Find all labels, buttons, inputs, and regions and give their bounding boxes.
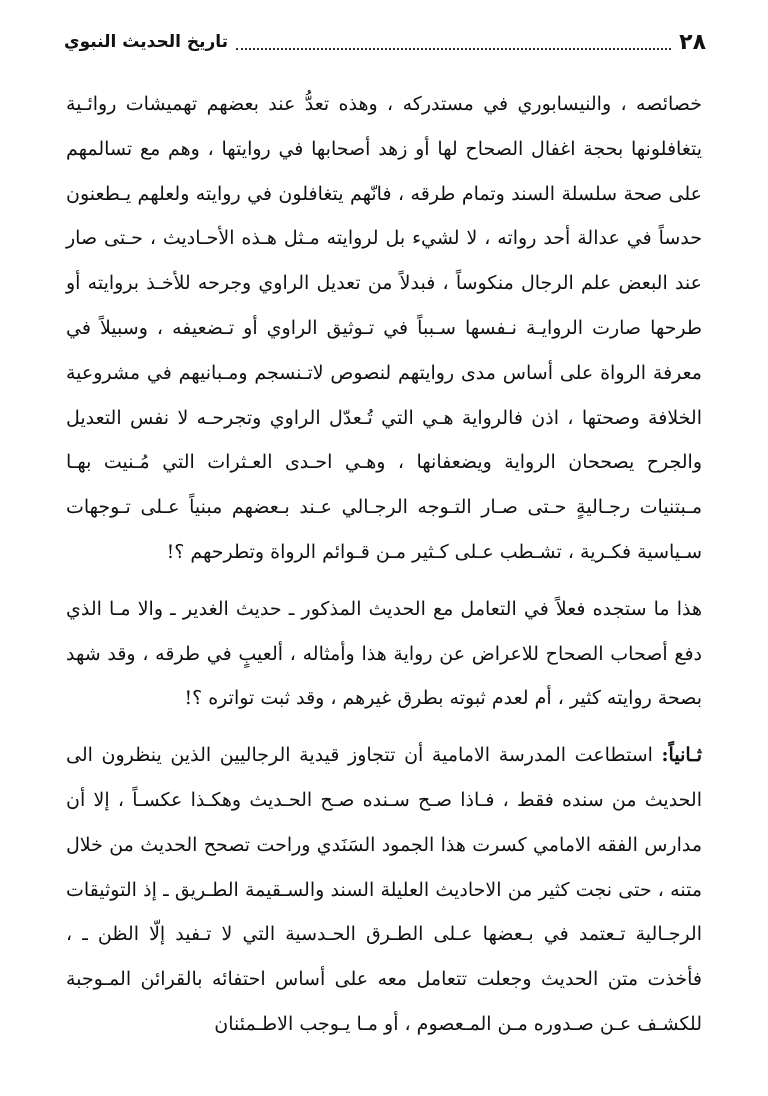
paragraph: هذا ما ستجده فعلاً في التعامل مع الحديث المذكور ـ حديث الغدير ـ والا مـا الذي دفع أصحاب الصحاح للاعراض عن رواية هذا وأمثاله ، ألعيبٍ في طرقه ، وقد شهد بصحة روايته كثير ، أم لعدم ثبوته بطرق غيرهم ، وقد ثبت تواتره ؟! — [66, 597, 702, 710]
page-number: ٢٨ — [679, 29, 706, 55]
body-text — [66, 82, 702, 1047]
paragraph — [66, 733, 702, 1047]
page-header — [64, 22, 706, 62]
paragraph: خصائصه ، والنيسابوري في مستدركه ، وهذه تعدُّ عند بعضهم تهميشات روائـية يتغافلونها بحجة اغفال الصحاح لها أو زهد أصحابها في روايتها ، وهم مع تسالمهم على صحة سلسلة السند وتمام طرقه ، فانّهم يتغافلون في روايته ولعلهم يـطعنون حدساً في عدالة أحد رواته ، لا لشيء بل لروايته مـثل هـذه الأحـاديث ، حـتى صار عند البعض علم الرجال منكوساً ، فبدلاً من تعديل الراوي وجرحه للأخـذ بروايته أو طرحها صارت الروايـة نـفسها سـبباً في تـوثيق الراوي أو تـضعيفه ، وسبيلاً في معرفة الرواة على أساس مدى روايتهم لنصوص لاتـنسجم ومـبانيهم في مشروعية الخلافة وصحتها ، اذن فالرواية هـي التي تُـعدّل الراوي وتجرحـه لا نفس التعديل والجرح يصححان الرواية ويضعفانها ، وهـي احـدى العـثرات التي مُـنيت بهـا مـبتنيات رجـاليةٍ حـتى صـار التـوجه الرجـالي عـند بـعضهم مبنياً عـلى تـوجهات سـياسية فكـرية ، تشـطب عـلى كـثير مـن قـوائم الرواة وتطرحهم ؟! — [66, 93, 702, 563]
paragraph-lead: ثـانياً: — [661, 744, 702, 767]
dotted-leader — [236, 48, 671, 50]
paragraph-text: استطاعت المدرسة الامامية أن تتجاوز قيدية الرجاليين الذين ينظرون الى الحديث من سنده فقط ، فـاذا صـح سـنده صـح الحـديث وهكـذا عكسـاً ، إلا أن مدارس الفقه الامامي كسرت هذا الجمود السَنَدي وراحت تصحح الحديث من خلال متنه ، حتى نجت كثير من الاحاديث العليلة السند والسـقيمة الطـريق ـ إذ التوثيقات الرجـالية تـعتمد في بـعضها عـلى الطـرق الحـدسية التي لا تـفيد إلّا الظن ـ ، فأخذت متن الحديث وجعلت تتعامل معه على أساس احتفائه بالقرائن المـوجبة للكشـف عـن صـدوره مـن المـعصوم ، أو مـا يـوجب الاطـمئنان — [66, 744, 702, 1035]
running-title: تاريخ الحديث النبوي — [64, 32, 229, 52]
